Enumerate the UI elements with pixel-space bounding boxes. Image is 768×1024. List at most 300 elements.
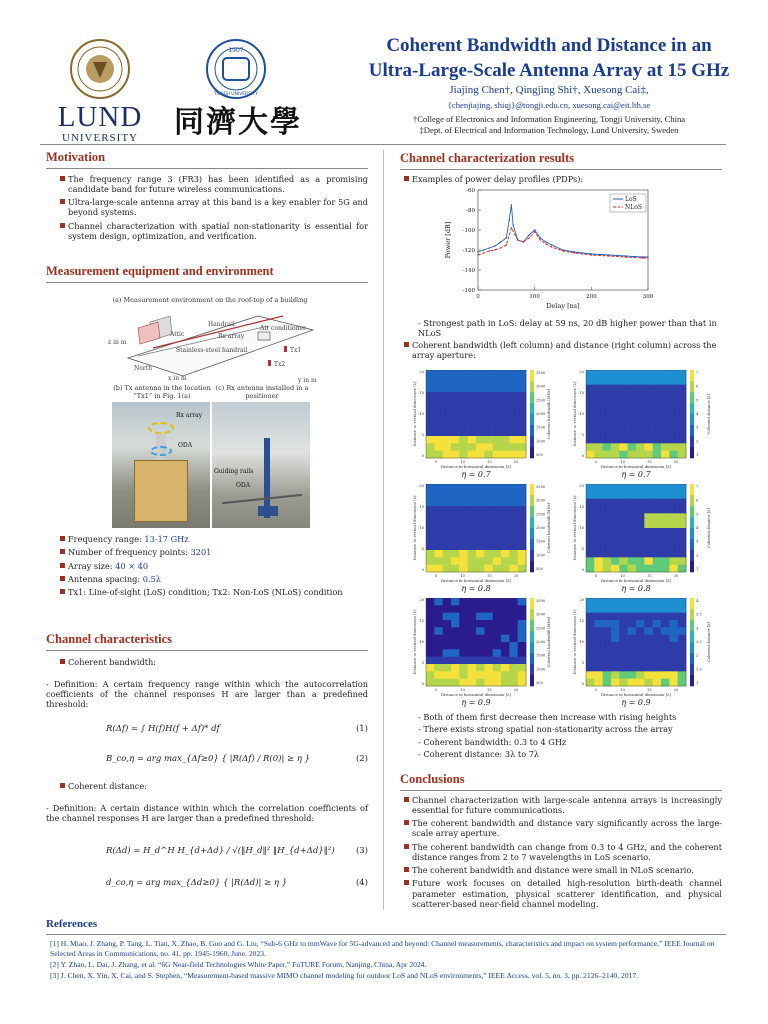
- heatmap-cell: [661, 657, 670, 665]
- heatmap-cell: [518, 414, 527, 422]
- heatmap-cell: [518, 535, 527, 543]
- y-tick-label: 5: [421, 433, 424, 437]
- heatmap-cell: [434, 370, 443, 378]
- heatmap-cell: [426, 627, 435, 635]
- heatmap-cell: [678, 436, 687, 444]
- heatmap-cell: [636, 499, 645, 507]
- heatmap-cell: [476, 521, 485, 529]
- heatmap-cell: [661, 370, 670, 378]
- heatmap-cell: [518, 513, 527, 521]
- heatmap-cell: [443, 436, 452, 444]
- heatmap-cell: [484, 414, 493, 422]
- heatmap-cell: [484, 635, 493, 643]
- heatmap-cell: [468, 377, 477, 385]
- heatmap-cell: [619, 642, 628, 650]
- heatmap-cell: [644, 557, 653, 565]
- colorbar-tick-label: 500: [536, 681, 543, 685]
- heatmap-cell: [426, 657, 435, 665]
- data-point: [534, 229, 535, 230]
- colorbar-tick-label: 3000: [536, 612, 546, 617]
- heatmap-cell: [628, 421, 637, 429]
- data-point: [477, 254, 478, 255]
- heatmap-cell: [518, 436, 527, 444]
- heatmap-cell: [611, 664, 620, 672]
- heatmap-cell: [501, 407, 510, 415]
- heatmap-cell: [619, 414, 628, 422]
- heatmap-cell: [468, 664, 477, 672]
- heatmap-cell: [509, 414, 518, 422]
- heatmap-cell: [501, 370, 510, 378]
- equation-1: R(Δf) = ∫ H(f)H(f + Δf)* df: [106, 723, 220, 734]
- heatmap-cell: [628, 392, 637, 400]
- heatmap-cell: [611, 443, 620, 451]
- heatmap-cell: [586, 605, 595, 613]
- heatmap-cell: [468, 443, 477, 451]
- x-tick-label: 20: [513, 574, 519, 578]
- heatmap-cell: [501, 506, 510, 514]
- heatmap-cell: [443, 484, 452, 492]
- heatmap-cell: [669, 436, 678, 444]
- heatmap-cell: [603, 491, 612, 499]
- y-tick-label: 5: [421, 547, 424, 551]
- heatmap-cell: [434, 528, 443, 536]
- eta-label: η = 0.9: [621, 698, 651, 707]
- heatmap-cell: [468, 499, 477, 507]
- heatmap-cell: [669, 399, 678, 407]
- heatmap-cell: [518, 550, 527, 558]
- heatmap-cell: [678, 543, 687, 551]
- heatmap-cell: [509, 664, 518, 672]
- heatmap-cell: [611, 484, 620, 492]
- heatmap-cell: [451, 399, 460, 407]
- heatmap-cell: [678, 671, 687, 679]
- colorbar-segment: [530, 631, 534, 642]
- heatmap-cell: [603, 528, 612, 536]
- heatmap-cell: [518, 598, 527, 606]
- heatmap-cell: [509, 429, 518, 437]
- heatmap-cell: [603, 370, 612, 378]
- label-y-axis: y in m: [298, 377, 317, 384]
- heatmap-y-label: Distance in vertical dimension [λ]: [412, 609, 417, 675]
- data-point: [574, 252, 575, 253]
- heatmap-cell: [493, 565, 502, 573]
- x-tick-label: 10: [620, 574, 625, 578]
- heatmap-cell: [653, 392, 662, 400]
- heatmap-cell: [653, 506, 662, 514]
- heatmap-cell: [493, 370, 502, 378]
- heatmap-cell: [586, 521, 595, 529]
- heatmap-cell: [586, 635, 595, 643]
- heatmap-cell: [443, 407, 452, 415]
- data-point: [625, 256, 626, 257]
- heatmap-cell: [628, 499, 637, 507]
- colorbar-tick-label: 1500: [536, 425, 546, 430]
- colorbar-tick-label: 4: [696, 526, 699, 530]
- x-tick-label: 20: [673, 460, 679, 464]
- heatmap-cell: [678, 421, 687, 429]
- x-tick-label: 200: [586, 294, 597, 300]
- heatmap-cell: [669, 506, 678, 514]
- heatmap-cell: [476, 385, 485, 393]
- list-item: Future work focuses on detailed high-resolution birth-death channel parameter estimation, physical scatterer identification, and physical scatterer-based near-field channel modeling.: [404, 878, 722, 909]
- heatmap-cell: [451, 414, 460, 422]
- heatmap-cell: [518, 484, 527, 492]
- tx-antenna-photo: [112, 402, 210, 528]
- rooftop-diagram: [108, 308, 318, 388]
- heatmap-cell: [619, 671, 628, 679]
- heatmap-cell: [509, 407, 518, 415]
- heatmap-cell: [586, 421, 595, 429]
- heatmap-cell: [518, 613, 527, 621]
- heatmap-cell: [459, 513, 468, 521]
- heatmap-cell: [603, 620, 612, 628]
- heatmap-cell: [426, 557, 435, 565]
- heatmap-cell: [426, 421, 435, 429]
- emails: {chenjiajing, shiqj}@tongji.edu.cn, xuesong.cai@eit.lth.se: [447, 100, 651, 110]
- heatmap-cell: [434, 550, 443, 558]
- heatmap-cell: [476, 436, 485, 444]
- heatmap-cell: [586, 679, 595, 687]
- heatmap-cell: [611, 535, 620, 543]
- colorbar-tick-label: 3: [696, 539, 699, 544]
- heatmap-cell: [661, 664, 670, 672]
- x-tick-label: 10: [460, 688, 465, 692]
- heatmap-cell: [619, 370, 628, 378]
- colorbar-label: Coherent distance [λ]: [707, 508, 711, 548]
- heatmap-cell: [459, 627, 468, 635]
- heatmap-cell: [459, 506, 468, 514]
- data-point: [483, 249, 484, 250]
- heatmap-cell: [603, 664, 612, 672]
- heatmap-cell: [434, 451, 443, 459]
- heatmap-cell: [636, 627, 645, 635]
- heatmap-cell: [653, 620, 662, 628]
- heatmap-cell: [669, 392, 678, 400]
- heatmap-cell: [434, 679, 443, 687]
- heatmap-cell: [518, 499, 527, 507]
- colorbar-tick-label: 2.5: [696, 640, 702, 644]
- heatmap-cell: [518, 671, 527, 679]
- heatmap-cell: [434, 605, 443, 613]
- heatmap-cell: [594, 535, 603, 543]
- x-tick-label: 0: [476, 294, 480, 300]
- heatmap-cell: [611, 679, 620, 687]
- heatmap-cell: [611, 649, 620, 657]
- heatmap-cell: [653, 421, 662, 429]
- heatmap-cell: [669, 671, 678, 679]
- heatmap-cell: [644, 521, 653, 529]
- heatmap-cell: [669, 443, 678, 451]
- heatmap-cell: [669, 598, 678, 606]
- heatmap-cell: [468, 521, 477, 529]
- heatmap-cell: [476, 392, 485, 400]
- equation-4: d_co,η = arg max_{Δd≥0} { |R(Δd)| ≥ η }: [106, 878, 288, 889]
- heatmap-cell: [603, 407, 612, 415]
- heatmap-cell: [426, 671, 435, 679]
- heatmap-cell: [493, 407, 502, 415]
- heatmap-cell: [493, 664, 502, 672]
- heatmap-cell: [518, 443, 527, 451]
- heatmap-cell: [628, 377, 637, 385]
- pdp-chart: [440, 184, 670, 314]
- heatmap-cell: [636, 664, 645, 672]
- heatmap-cell: [501, 385, 510, 393]
- heatmap-x-label: Distance in horizontal dimension [λ]: [601, 578, 671, 583]
- heatmap-cell: [451, 664, 460, 672]
- heatmap-cell: [509, 499, 518, 507]
- heatmap-cell: [484, 605, 493, 613]
- heatmap-cell: [678, 649, 687, 657]
- heatmap-cell: [661, 605, 670, 613]
- reference-item: [1] H. Miao, J. Zhang, P. Tang, L. Tian, X. Zhao, B. Guo and G. Liu, “Sub-6 GHz to mmWave for 5G-advanced and beyond: Channel measurements, characteristics and impact on system performance,” IEEE Journal on Selected Areas in Communications, no. 41, pp. 1945-1960, June. 2023.: [50, 938, 715, 958]
- heatmap-cell: [661, 421, 670, 429]
- label-handrail: Handrail: [208, 321, 235, 328]
- heatmap-cell: [451, 550, 460, 558]
- heatmap-cell: [611, 642, 620, 650]
- heatmap-cell: [443, 605, 452, 613]
- heatmap-cell: [501, 613, 510, 621]
- heatmap-cell: [678, 627, 687, 635]
- heatmap-cell: [443, 671, 452, 679]
- heatmap-cell: [653, 627, 662, 635]
- heatmap-cell: [459, 370, 468, 378]
- heatmap-cell: [434, 429, 443, 437]
- heatmap-cell: [434, 436, 443, 444]
- heatmap-cell: [619, 399, 628, 407]
- data-point: [551, 246, 552, 247]
- heatmap-cell: [493, 613, 502, 621]
- heatmap-cell: [484, 436, 493, 444]
- heatmap-cell: [509, 605, 518, 613]
- finding: - Both of them first decrease then increase with rising heights: [418, 712, 677, 722]
- heatmap-cell: [468, 414, 477, 422]
- heatmap-cell: [459, 671, 468, 679]
- heatmap-cell: [603, 657, 612, 665]
- heatmap-cell: [628, 399, 637, 407]
- heatmap-cell: [661, 635, 670, 643]
- heatmap-cell: [501, 598, 510, 606]
- heatmap-cell: [594, 436, 603, 444]
- colorbar-tick-label: 2000: [536, 526, 546, 530]
- heatmap-cell: [661, 557, 670, 565]
- heatmap-cell: [619, 620, 628, 628]
- colorbar-tick-label: 1: [696, 681, 699, 685]
- heatmap-cell: [426, 506, 435, 514]
- heatmap-cell: [603, 565, 612, 573]
- heatmap-cell: [451, 436, 460, 444]
- heatmap-cell: [636, 436, 645, 444]
- colorbar-segment: [690, 403, 694, 414]
- heatmap-cell: [644, 506, 653, 514]
- heatmap-cell: [653, 557, 662, 565]
- heatmap-cell: [434, 499, 443, 507]
- heatmap-cell: [628, 657, 637, 665]
- list-item: Channel characterization with spatial non-stationarity is essential for system design, optimization, and verification.: [60, 221, 368, 242]
- heatmap-cell: [459, 377, 468, 385]
- list-item: Tx1: Line-of-sight (LoS) condition; Tx2: Non-LoS (NLoS) condition: [60, 587, 368, 597]
- heatmap-cell: [459, 407, 468, 415]
- heatmap-cell: [493, 528, 502, 536]
- x-axis-label: Delay [ns]: [546, 302, 580, 310]
- heatmap-cell: [501, 429, 510, 437]
- heatmap-cell: [518, 407, 527, 415]
- heatmap-cell: [476, 528, 485, 536]
- heatmap-cell: [669, 521, 678, 529]
- equation-1-number: (1): [355, 723, 368, 734]
- y-tick-label: 5: [581, 433, 584, 437]
- data-point: [608, 255, 609, 256]
- heatmap-cell: [484, 620, 493, 628]
- heatmap-cell: [518, 543, 527, 551]
- reference-item: [2] Y. Zhao, L. Dai, J. Zhang, et al. “6G Near-field Technologies White Paper,” FuTURE Forum, Nanjing, China, Apr 2024.: [50, 959, 427, 969]
- heatmap-cell: [501, 421, 510, 429]
- heatmap-cell: [476, 484, 485, 492]
- data-point: [534, 231, 535, 232]
- x-tick-label: 15: [487, 574, 492, 578]
- finding: - Coherent bandwidth: 0.3 to 4 GHz: [418, 736, 567, 747]
- data-point: [494, 249, 495, 250]
- colorbar-tick-label: 500: [536, 567, 543, 571]
- data-point: [647, 257, 648, 258]
- heatmap-cell: [468, 557, 477, 565]
- heatmap-cell: [611, 513, 620, 521]
- heatmap-cell: [426, 642, 435, 650]
- heatmap-cell: [426, 535, 435, 543]
- heatmap-cell: [586, 543, 595, 551]
- heatmap-cell: [594, 392, 603, 400]
- heatmap-cell: [653, 543, 662, 551]
- heatmap-cell: [493, 605, 502, 613]
- heatmap-cell: [509, 635, 518, 643]
- heatmap-cell: [509, 550, 518, 558]
- heatmap-cell: [476, 506, 485, 514]
- heatmap-cell: [653, 399, 662, 407]
- heatmap-cell: [661, 679, 670, 687]
- heatmap-cell: [443, 528, 452, 536]
- heatmap-cell: [426, 565, 435, 573]
- heatmap-cell: [476, 679, 485, 687]
- heatmap-cell: [493, 436, 502, 444]
- heatmap-cell: [459, 642, 468, 650]
- colorbar-segment: [530, 609, 534, 620]
- heatmap-cell: [451, 557, 460, 565]
- heatmap-cell: [493, 635, 502, 643]
- heatmap-cell: [459, 565, 468, 573]
- heatmap-cell: [476, 377, 485, 385]
- heatmap-cell: [594, 613, 603, 621]
- heatmap-cell: [468, 370, 477, 378]
- tongji-seal-text: TONGJI UNIVERSITY: [214, 92, 258, 97]
- heatmap-cell: [594, 377, 603, 385]
- heatmap-cell: [678, 451, 687, 459]
- heatmap-cell: [669, 649, 678, 657]
- heatmap-cell: [628, 385, 637, 393]
- heatmap-cell: [636, 550, 645, 558]
- list-item: Examples of power delay profiles (PDPs):: [404, 174, 722, 184]
- heatmap-cell: [661, 484, 670, 492]
- heatmap-cell: [501, 377, 510, 385]
- heatmap-cell: [628, 565, 637, 573]
- heatmap-cell: [628, 613, 637, 621]
- heatmap-cell: [603, 385, 612, 393]
- heatmap-cell: [426, 436, 435, 444]
- heatmap-cell: [669, 414, 678, 422]
- heatmap-cell: [653, 484, 662, 492]
- heatmap-cell: [476, 649, 485, 657]
- y-tick-label: 15: [419, 619, 424, 623]
- heatmap-cell: [501, 679, 510, 687]
- heatmap-cell: [509, 649, 518, 657]
- heatmap-cell: [661, 613, 670, 621]
- equation-2-number: (2): [355, 754, 368, 765]
- x-tick-label: 5: [594, 460, 598, 464]
- heatmap-cell: [518, 421, 527, 429]
- heatmap-cell: [476, 671, 485, 679]
- reference-item: [3] J. Chen, X. Yin, X. Cai, and S. Stephen, “Measurement-based massive MIMO channel modeling for outdoor LoS and NLoS environments,” IEEE Access, vol. 5, no. 3, pp. 2126–2140, 2017.: [50, 970, 639, 980]
- heatmap-cell: [619, 657, 628, 665]
- heatmap-cell: [669, 429, 678, 437]
- heatmap-cell: [518, 385, 527, 393]
- heatmap-cell: [468, 506, 477, 514]
- data-point: [528, 237, 529, 238]
- heatmap-cell: [518, 635, 527, 643]
- x-tick-label: 5: [434, 460, 438, 464]
- heatmap-cell: [669, 513, 678, 521]
- colorbar-segment: [530, 381, 534, 392]
- heatmap-cell: [669, 543, 678, 551]
- heatmap-cell: [594, 679, 603, 687]
- heatmap-cell: [611, 620, 620, 628]
- heatmap-cell: [451, 535, 460, 543]
- list-item: The frequency range 3 (FR3) has been identified as a promising candidate band for future wireless communications.: [60, 174, 368, 195]
- heatmap-cell: [603, 535, 612, 543]
- heatmap-cell: [476, 550, 485, 558]
- heatmap-cell: [509, 671, 518, 679]
- colorbar-segment: [690, 425, 694, 436]
- heatmap-cell: [661, 649, 670, 657]
- heatmap-cell: [468, 528, 477, 536]
- heatmap-cell: [459, 414, 468, 422]
- heatmap-y-label: Distance in vertical dimension [λ]: [572, 495, 577, 561]
- heatmap-cell: [518, 679, 527, 687]
- heatmap-cell: [644, 484, 653, 492]
- heatmap-cell: [628, 513, 637, 521]
- heatmap-cell: [653, 499, 662, 507]
- colorbar-tick-label: 1000: [536, 553, 546, 558]
- heatmap-cell: [451, 421, 460, 429]
- heatmap-cell: [468, 407, 477, 415]
- heatmap-cell: [484, 491, 493, 499]
- colorbar-label: Coherent bandwidth [MHz]: [547, 388, 551, 440]
- colorbar-segment: [530, 370, 534, 381]
- list-item: Coherent bandwidth:: [60, 657, 368, 667]
- heatmap-cell: [603, 605, 612, 613]
- heatmap-cell: [426, 521, 435, 529]
- heatmap-cell: [586, 664, 595, 672]
- heatmap-cell: [669, 451, 678, 459]
- heatmap-cell: [594, 664, 603, 672]
- coherent-bandwidth-heatmap: [412, 598, 552, 708]
- heatmap-cell: [501, 443, 510, 451]
- colorbar-tick-label: 1000: [536, 439, 546, 444]
- heatmap-cell: [594, 620, 603, 628]
- label-stainless-steel: Stainless-steel handrail: [176, 347, 248, 354]
- heatmap-cell: [636, 429, 645, 437]
- heatmap-cell: [459, 385, 468, 393]
- conclusions-section: [400, 772, 722, 912]
- heatmap-cell: [653, 598, 662, 606]
- heatmap-cell: [476, 407, 485, 415]
